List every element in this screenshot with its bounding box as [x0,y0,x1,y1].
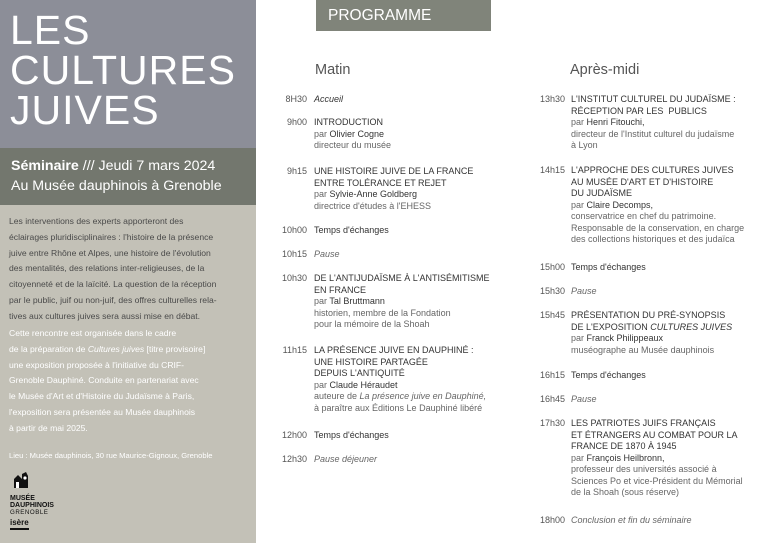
item-title: LA PRÉSENCE JUIVE EN DAUPHINÉ : [314,345,474,355]
title-text: DE L'EXPOSITION [571,321,651,332]
item-speaker-line [314,296,489,308]
speaker-role: de la Shoah (sous réserve) [571,487,680,497]
morning-item [314,273,489,331]
seminar-date-line [11,158,215,174]
intro-p1-line: par le public, juif ou non-juif, des offres culturelles rela- [9,294,217,305]
intro-p2-text: [titre provisoire] [144,343,206,354]
morning-time: 9h15 [286,166,307,176]
item-title: UNE HISTOIRE JUIVE DE LA FRANCE [314,166,474,176]
morning-time: 10h15 [281,249,307,259]
afternoon-item-title: Conclusion et fin du séminaire [571,515,692,525]
seminar-place: Au Musée dauphinois à Grenoble [11,178,222,194]
speaker-role: à paraître aux Éditions Le Dauphiné libéré [314,402,483,413]
morning-time: 11h15 [282,345,307,355]
title-italic: CULTURES JUIVES [650,321,733,332]
intro-p1-line: éclairages pluridisciplinaires : l'histoire de la présence [9,231,214,242]
morning-time: 12h30 [281,454,307,464]
speaker-prefix: par [571,452,587,463]
speaker-role: directeur de l'Institut culturel du judaïsme [571,128,735,139]
speaker-prefix: par [314,296,330,306]
programme-label: PROGRAMME [328,7,432,24]
intro-p1-line: Les interventions des experts apporteront des [9,216,184,226]
item-speaker-line [571,453,743,465]
intro-p1-line: tives aux cultures juives sera aussi mise en débat. [9,310,201,321]
intro-p2-line [9,342,249,358]
intro-paragraph-1 [9,214,249,325]
intro-p2-line: Grenoble Dauphiné. Conduite en partenariat avec [9,375,199,386]
item-speaker-line [571,117,736,129]
title-line-1: LES [10,7,91,53]
left-panel [0,0,256,543]
logo-text-grenoble: GRENOBLE [10,509,49,516]
title-line-2: CULTURES [10,47,236,93]
item-title: DEPUIS L'ANTIQUITÉ [314,368,405,378]
item-title: AU MUSÉE D'ART ET D'HISTOIRE [571,176,714,187]
afternoon-item [571,94,736,152]
morning-time: 8H30 [285,94,307,104]
intro-p2-line: une exposition proposée à l'initiative du CRIF- [9,359,185,370]
item-speaker-line [571,200,744,212]
speaker-prefix: par [314,128,330,139]
speaker-name: Olivier Cogne [329,128,385,139]
item-speaker-line [571,333,732,345]
afternoon-time: 16h15 [539,370,565,380]
intro-p2-text: de la préparation de [9,343,88,354]
item-title: EN FRANCE [314,284,367,295]
museum-logo [8,468,98,538]
afternoon-time: 16h45 [539,394,565,404]
speaker-name: Tal Bruttmann [329,296,385,306]
intro-p1-line: juive entre Rhône et Alpes, une histoire de l'évolution [9,247,211,258]
speaker-name: Claire Decomps, [586,199,654,210]
item-title: ET ÉTRANGERS AU COMBAT POUR LA [571,429,738,440]
speaker-name: François Heilbronn, [586,452,665,463]
afternoon-time: 15h45 [539,310,565,320]
afternoon-item [571,310,732,356]
item-title: FRANCE DE 1870 À 1945 [571,441,677,451]
item-title [571,322,732,334]
logo-text-musee: MUSÉE [10,495,35,502]
item-title: LES PATRIOTES JUIFS FRANÇAIS [571,418,716,428]
speaker-role: Responsable de la conservation, en charge [571,222,745,233]
item-title: ENTRE TOLÉRANCE ET REJET [314,177,447,188]
speaker-role [314,391,486,403]
morning-item-title: Pause [314,249,340,259]
role-book-title: La présence juive en Dauphiné, [359,391,487,401]
afternoon-item-title: Pause [571,394,597,404]
item-speaker-line [314,380,486,392]
item-title: RÉCEPTION PAR LES PUBLICS [571,105,707,116]
morning-time: 10h30 [281,273,307,283]
morning-heading: Matin [315,62,351,78]
logo-text-isere: isère [10,518,29,530]
intro-p2-line: à partir de mai 2025. [9,422,88,433]
speaker-prefix: par [314,189,330,199]
morning-item [314,117,391,152]
intro-p2-line: le Musée d'Art et d'Histoire du Judaïsme à Paris, [9,391,195,402]
afternoon-time: 13h30 [539,94,565,104]
item-title: UNE HISTOIRE PARTAGÉE [314,356,428,367]
speaker-role: Sciences Po et vice-Président du Mémorial [571,475,743,486]
speaker-role: muséographe au Musée dauphinois [571,344,715,355]
role-text: auteure de [314,391,360,401]
afternoon-time: 15h00 [539,262,565,272]
seminar-block [0,148,256,205]
logo-text-dauphinois: DAUPHINOIS [10,502,54,509]
speaker-role: à Lyon [571,140,598,150]
speaker-role: directeur du musée [314,140,392,150]
afternoon-item [571,165,744,246]
speaker-prefix: par [571,117,587,127]
speaker-role: conservatrice en chef du patrimoine. [571,211,717,221]
speaker-name: Henri Fitouchi, [586,117,645,127]
afternoon-item [571,418,743,499]
morning-item [314,166,473,212]
speaker-name: Franck Philippeaux [586,333,664,343]
afternoon-item-title: Temps d'échanges [571,370,646,380]
speaker-name: Claude Héraudet [329,379,398,390]
morning-time: 12h00 [281,430,307,440]
seminar-label: Séminaire [11,158,79,174]
morning-item-title: Temps d'échanges [314,225,389,235]
speaker-prefix: par [571,199,587,210]
speaker-prefix: par [314,379,330,390]
speaker-role: des collections historiques et des judaïca [571,234,735,244]
venue-address: Lieu : Musée dauphinois, 30 rue Maurice-Gignoux, Grenoble [9,451,213,460]
speaker-prefix: par [571,333,587,343]
intro-p1-line: citoyenneté et de la laïcité. La question de la réception [9,279,217,290]
main-title [10,7,236,133]
item-speaker-line [314,129,391,141]
morning-time: 9h00 [286,117,307,127]
intro-p2-line: l'exposition sera présentée au Musée dauphinois [9,406,196,417]
speaker-name: Sylvie-Anne Goldberg [329,189,418,199]
item-title: DE L'ANTIJUDAÏSME À L'ANTISÉMITISME [314,273,490,283]
afternoon-time: 18h00 [539,515,565,525]
programme-header [316,0,491,31]
speaker-role: directrice d'études à l'EHESS [314,200,431,211]
seminar-separator: /// [78,158,99,174]
speaker-role: historien, membre de la Fondation [314,307,451,318]
item-speaker-line [314,189,473,201]
description-block [0,205,256,543]
item-title: INTRODUCTION [314,117,383,127]
seminar-date: Jeudi 7 mars 2024 [98,158,216,174]
item-title: L'APPROCHE DES CULTURES JUIVES [571,165,734,175]
speaker-role: pour la mémoire de la Shoah [314,319,430,329]
intro-p2-italic: Cultures juives [87,343,145,354]
afternoon-time: 17h30 [539,418,565,428]
afternoon-heading: Après-midi [570,62,640,78]
afternoon-item-title: Pause [571,286,597,296]
afternoon-item-title: Temps d'échanges [571,262,646,272]
afternoon-time: 15h30 [539,286,565,296]
intro-p1-line: des mentalités, des relations inter-religieuses, de la [9,263,205,274]
title-line-3: JUIVES [10,87,160,133]
intro-paragraph-2 [9,326,249,437]
museum-logo-icon [10,470,32,492]
item-title: PRÉSENTATION DU PRÉ-SYNOPSIS [571,310,726,320]
title-block [0,0,256,148]
morning-item-title: Pause déjeuner [314,454,378,464]
speaker-role: professeur des universités associé à [571,464,717,474]
morning-item [314,345,486,414]
intro-p2-line: Cette rencontre est organisée dans le cadre [9,328,177,338]
morning-time: 10h00 [281,225,307,235]
morning-item-title: Temps d'échanges [314,430,389,440]
item-title: DU JUDAÏSME [571,188,633,198]
afternoon-time: 14h15 [539,165,565,175]
item-title: L'INSTITUT CULTUREL DU JUDAÏSME : [571,94,736,104]
morning-item-title: Accueil [314,94,344,104]
